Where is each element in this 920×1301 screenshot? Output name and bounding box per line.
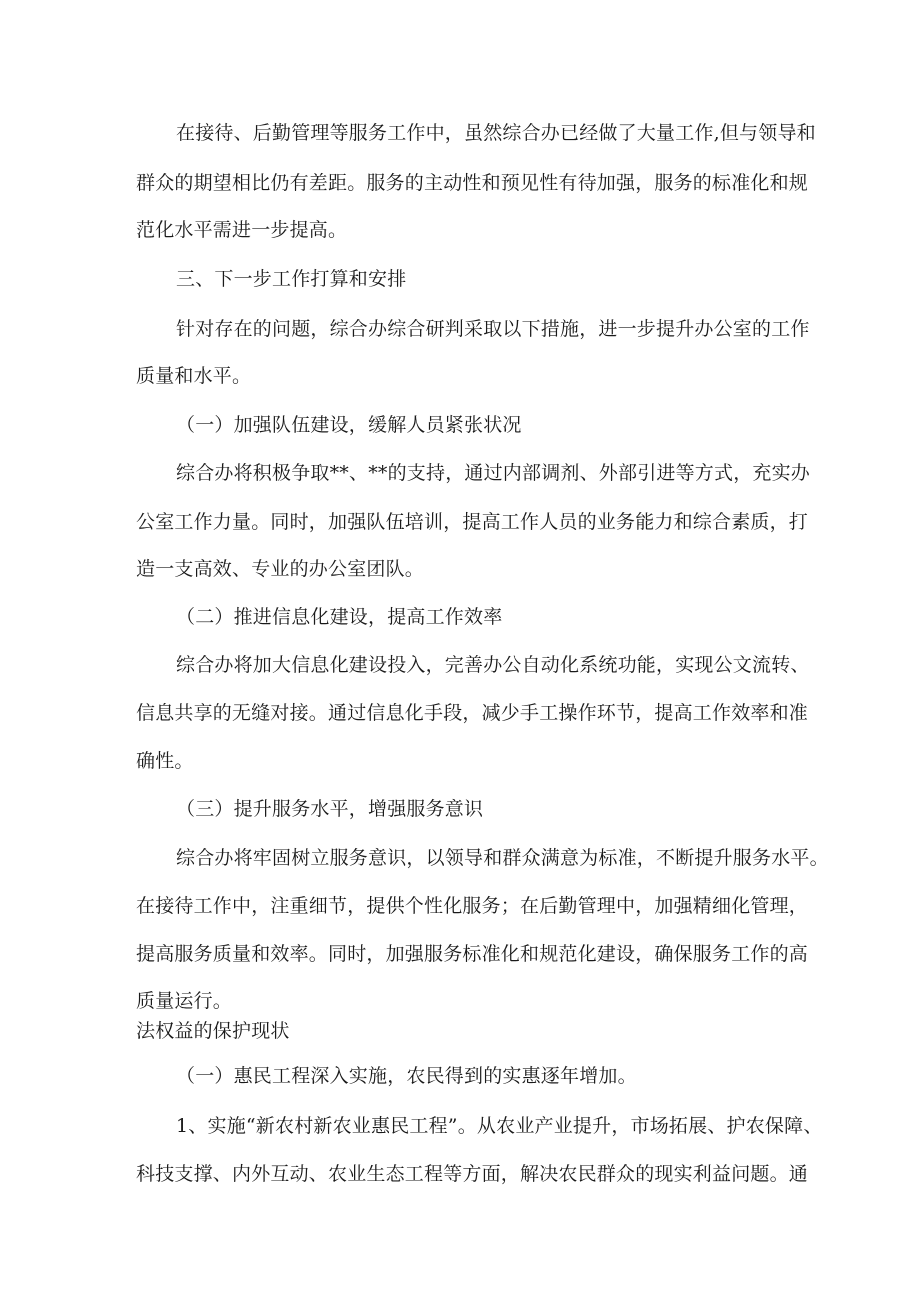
text-line: 提高服务质量和效率。同时，加强服务标准化和规范化建设，确保服务工作的高: [136, 943, 809, 965]
text-line: 范化水平需进一步提高。: [136, 219, 348, 241]
text-line: 在接待工作中，注重细节，提供个性化服务；在后勤管理中，加强精细化管理，: [136, 895, 809, 917]
text-line: 综合办将积极争取**、**的支持，通过内部调剂、外部引进等方式，充实办: [176, 462, 811, 484]
section-heading: 三、下一步工作打算和安排: [176, 268, 407, 290]
text-line: 综合办将牢固树立服务意识，以领导和群众满意为标准，不断提升服务水平。: [176, 847, 829, 869]
text-line: 质量和水平。: [136, 365, 252, 387]
text-line: 质量运行。: [136, 990, 233, 1012]
text-line: 公室工作力量。同时，加强队伍培训，提高工作人员的业务能力和综合素质，打: [136, 511, 809, 533]
section-heading: 法权益的保护现状: [136, 1020, 290, 1042]
text-line: 科技支撑、内外互动、农业生态工程等方面，解决农民群众的现实利益问题。通: [136, 1163, 809, 1185]
subsection-heading: （一）惠民工程深入实施，农民得到的实惠逐年增加。: [176, 1065, 637, 1087]
text-line: 确性。: [136, 750, 194, 772]
subsection-heading: （三）提升服务水平，增强服务意识: [176, 798, 484, 820]
text-line: 造一支高效、专业的办公室团队。: [136, 558, 425, 580]
text-line: 1、实施“新农村新农业惠民工程”。从农业产业提升，市场拓展、护农保障、: [176, 1115, 823, 1137]
text-line: 在接待、后勤管理等服务工作中，虽然综合办已经做了大量工作,但与领导和: [176, 122, 816, 144]
text-line: 综合办将加大信息化建设投入，完善办公自动化系统功能，实现公文流转、: [176, 654, 810, 676]
subsection-heading: （二）推进信息化建设，提高工作效率: [176, 606, 503, 628]
text-line: 群众的期望相比仍有差距。服务的主动性和预见性有待加强，服务的标准化和规: [136, 172, 809, 194]
text-line: 针对存在的问题，综合办综合研判采取以下措施，进一步提升办公室的工作: [176, 318, 810, 340]
subsection-heading: （一）加强队伍建设，缓解人员紧张状况: [176, 414, 522, 436]
text-line: 信息共享的无缝对接。通过信息化手段，减少手工操作环节，提高工作效率和准: [136, 702, 809, 724]
